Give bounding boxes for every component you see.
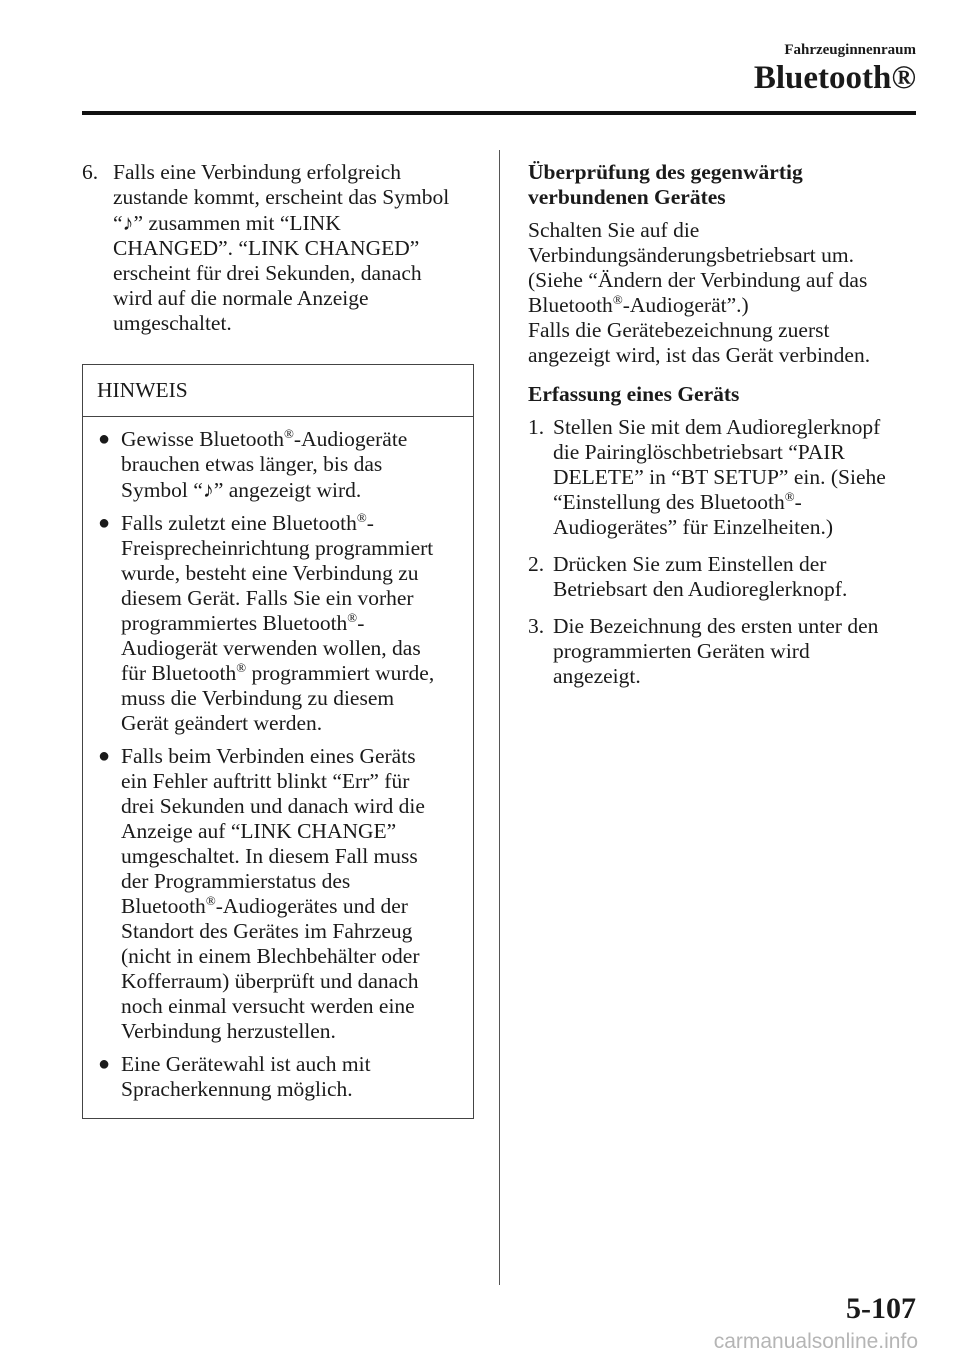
- text-line: der Programmierstatus des: [121, 869, 351, 893]
- text-line: Freisprecheinrichtung programmiert: [121, 536, 434, 560]
- note-bullet-item: [95, 427, 463, 503]
- section-title: Fahrzeuginnenraum: [784, 42, 916, 58]
- text-line: Anzeige auf “LINK CHANGE”: [121, 819, 397, 843]
- text-line: Falls die Gerätebezeichnung zuerst: [528, 318, 830, 342]
- text-line: “♪” zusammen mit “LINK: [113, 210, 341, 235]
- registered-mark: ®: [205, 893, 216, 908]
- header-rule: [82, 111, 916, 115]
- step-number: 2.: [528, 552, 545, 576]
- text-line: Standort des Gerätes im Fahrzeug: [121, 919, 413, 943]
- text-line: programmiertes Bluetooth®-: [121, 610, 365, 635]
- text-line: Gewisse Bluetooth®-Audiogeräte: [121, 426, 408, 451]
- bullet-icon: ●: [98, 745, 111, 767]
- text-line: Betriebsart den Audioreglerknopf.: [553, 577, 848, 601]
- bullet-icon: ●: [98, 428, 111, 450]
- text-line: Spracherkennung möglich.: [121, 1077, 353, 1101]
- text-line: Die Bezeichnung des ersten unter den: [553, 614, 879, 638]
- registered-mark: ®: [347, 610, 358, 625]
- text-line: Eine Gerätewahl ist auch mit: [121, 1052, 371, 1076]
- page-number: 5-107: [846, 1292, 916, 1325]
- note-box: [82, 364, 474, 1119]
- step-number: 1.: [528, 415, 545, 439]
- text-line: angezeigt.: [553, 664, 641, 688]
- registered-mark: ®: [236, 660, 247, 675]
- text-line: Bluetooth®-Audiogerät”.): [528, 292, 749, 317]
- text-line: brauchen etwas länger, bis das: [121, 452, 383, 476]
- watermark: carmanualsonline.info: [713, 1330, 918, 1353]
- right-column: [528, 160, 928, 697]
- registered-mark: ®: [612, 292, 623, 307]
- text-line: CHANGED”. “LINK CHANGED”: [113, 236, 420, 260]
- step-number: 3.: [528, 614, 545, 638]
- text-line: wird auf die normale Anzeige: [113, 286, 369, 310]
- text-line: Stellen Sie mit dem Audioreglerknopf: [553, 415, 881, 439]
- note-body: [83, 417, 473, 1118]
- text-line: Symbol “♪” angezeigt wird.: [121, 477, 362, 502]
- step-3: [528, 614, 928, 689]
- text-line: Falls zuletzt eine Bluetooth®-: [121, 510, 374, 535]
- text-line: umgeschaltet. In diesem Fall muss: [121, 844, 418, 868]
- step-2: [528, 552, 928, 602]
- column-divider: [499, 150, 500, 1285]
- text-line: muss die Verbindung zu diesem: [121, 686, 395, 710]
- music-note-icon: ♪: [202, 477, 214, 502]
- section-heading: Überprüfung des gegenwärtig verbundenen Gerätes: [528, 160, 803, 209]
- text-line: ein Fehler auftritt blinkt “Err” für: [121, 769, 410, 793]
- step-number: 6.: [82, 160, 99, 184]
- text-line: angezeigt wird, ist das Gerät verbinden.: [528, 343, 871, 367]
- text-line: wurde, besteht eine Verbindung zu: [121, 561, 419, 585]
- text-line: noch einmal versucht werden eine: [121, 994, 415, 1018]
- note-bullet-item: [95, 744, 463, 1044]
- text-line: die Pairinglöschbetriebsart “PAIR: [553, 440, 845, 464]
- text-line: erscheint für drei Sekunden, danach: [113, 261, 422, 285]
- text-line: diesem Gerät. Falls Sie ein vorher: [121, 586, 414, 610]
- text-line: Kofferraum) überprüft und danach: [121, 969, 419, 993]
- text-line: Schalten Sie auf die: [528, 218, 700, 242]
- text-line: (nicht in einem Blechbehälter oder: [121, 944, 420, 968]
- text-line: Drücken Sie zum Einstellen der: [553, 552, 827, 576]
- section-heading: Erfassung eines Geräts: [528, 382, 740, 406]
- text-line: Bluetooth®-Audiogerätes und der: [121, 893, 408, 918]
- note-heading: HINWEIS: [83, 365, 473, 417]
- text-line: zustande kommt, erscheint das Symbol: [113, 185, 450, 209]
- text-line: programmierten Geräten wird: [553, 639, 810, 663]
- bullet-icon: ●: [98, 1053, 111, 1075]
- note-bullet-item: [95, 511, 463, 736]
- note-bullet-item: [95, 1052, 463, 1102]
- text-line: Falls beim Verbinden eines Geräts: [121, 744, 416, 768]
- text-line: Verbindung herzustellen.: [121, 1019, 336, 1043]
- text-line: (Siehe “Ändern der Verbindung auf das: [528, 268, 868, 292]
- text-line: Falls eine Verbindung erfolgreich: [113, 160, 401, 184]
- bullet-icon: ●: [98, 512, 111, 534]
- text-line: Audiogerätes” für Einzelheiten.): [553, 515, 833, 539]
- music-note-icon: ♪: [122, 210, 134, 235]
- registered-mark: ®: [356, 510, 367, 525]
- step-1: [528, 415, 928, 540]
- left-column: [82, 160, 474, 1119]
- text-line: Gerät geändert werden.: [121, 711, 323, 735]
- text-line: umgeschaltet.: [113, 311, 232, 335]
- registered-mark: ®: [784, 489, 795, 504]
- text-line: DELETE” in “BT SETUP” ein. (Siehe: [553, 465, 886, 489]
- text-line: Audiogerät verwenden wollen, das: [121, 636, 421, 660]
- step-6: [82, 160, 474, 336]
- text-line: “Einstellung des Bluetooth®-: [553, 489, 802, 514]
- paragraph: [528, 218, 928, 368]
- registered-mark: ®: [284, 426, 294, 441]
- text-line: drei Sekunden und danach wird die: [121, 794, 425, 818]
- text-line: für Bluetooth® programmiert wurde,: [121, 660, 435, 685]
- text-line: Verbindungsänderungsbetriebsart um.: [528, 243, 855, 267]
- page-title: Bluetooth®: [753, 60, 916, 96]
